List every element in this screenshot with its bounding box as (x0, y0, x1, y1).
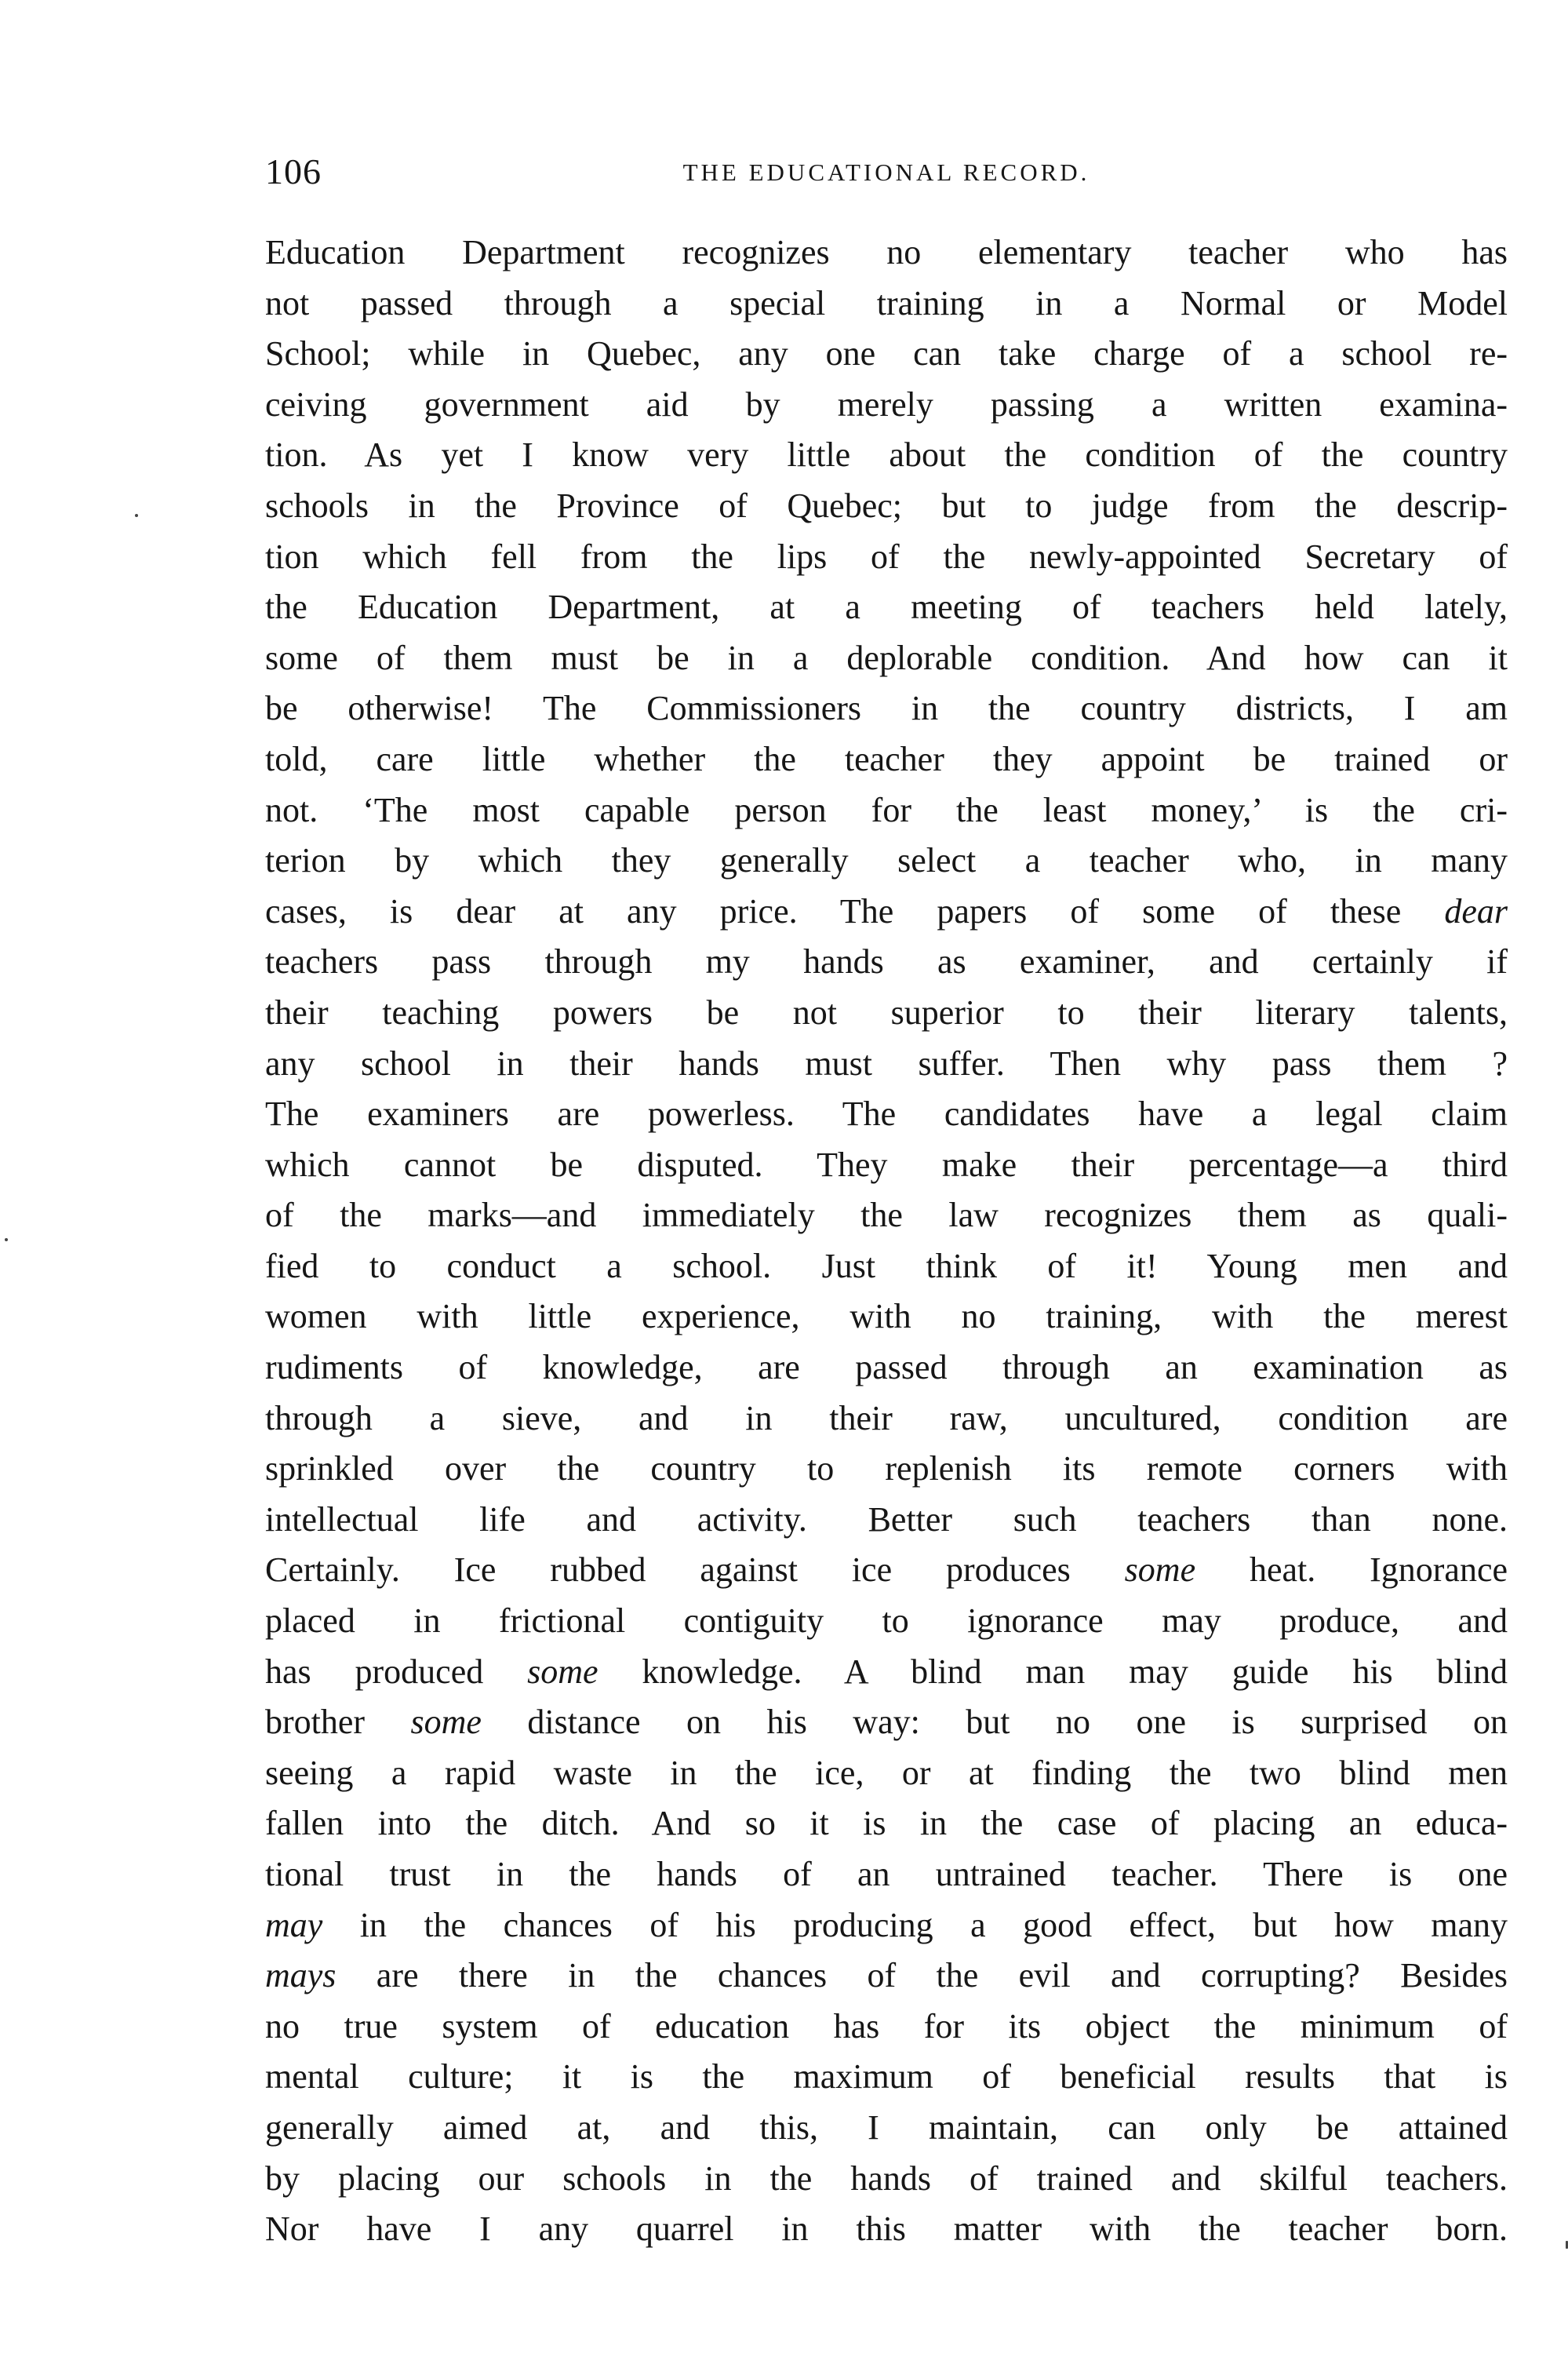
text-line (265, 1039, 1508, 1090)
text-line (265, 734, 1508, 785)
print-speck (135, 514, 138, 517)
text-line (265, 2052, 1508, 2103)
print-speck (5, 1238, 8, 1241)
text-segment: schools in the Province of Quebec; but to judge from the descrip- (265, 486, 1508, 525)
text-segment: tion. As yet I know very little about the condition of the country (265, 435, 1508, 475)
text-line (265, 988, 1508, 1039)
text-line (265, 532, 1508, 583)
text-segment: School; while in Quebec, any one can take charge of a school re- (265, 334, 1508, 373)
text-line (265, 1495, 1508, 1546)
italic-emphasis: some (410, 1703, 482, 1742)
text-segment: no true system of education has for its object the minimum of (265, 2006, 1508, 2046)
text-line (265, 2154, 1508, 2205)
text-line (265, 1849, 1508, 1900)
text-line (265, 633, 1508, 684)
text-line (265, 1748, 1508, 1799)
text-segment: rudiments of knowledge, are passed through an examination as (265, 1348, 1508, 1387)
text-line (265, 1900, 1508, 1951)
text-line (265, 836, 1508, 887)
text-line (265, 481, 1508, 532)
text-segment: seeing a rapid waste in the ice, or at finding the two blind men (265, 1753, 1508, 1792)
text-segment: their teaching powers be not superior to their literary talents, (265, 993, 1508, 1032)
text-line (265, 785, 1508, 836)
text-line (265, 1291, 1508, 1342)
text-segment: in the chances of his producing a good effect, but how many (322, 1905, 1508, 1944)
text-segment: brother (265, 1703, 411, 1742)
text-segment: tion which fell from the lips of the newly-appointed Secretary of (265, 537, 1508, 576)
text-line (265, 1951, 1508, 2002)
text-segment: through a sieve, and in their raw, uncultured, condition are (265, 1398, 1508, 1437)
text-line (265, 1798, 1508, 1849)
page-number: 106 (265, 151, 322, 191)
text-line (265, 1241, 1508, 1292)
text-segment: of the marks—and immediately the law recognizes them as quali- (265, 1196, 1508, 1235)
text-segment: teachers pass through my hands as examiner, and certainly if (265, 942, 1508, 982)
text-segment: cases, is dear at any price. The papers of some of these (265, 891, 1445, 931)
text-line (265, 2204, 1508, 2255)
text-segment: mental culture; it is the maximum of beneficial results that is (265, 2057, 1508, 2097)
text-line (265, 1140, 1508, 1191)
text-segment: generally aimed at, and this, I maintain, can only be attained (265, 2107, 1508, 2147)
text-segment: terion by which they generally select a teacher who, in many (265, 841, 1508, 880)
text-line (265, 1697, 1508, 1748)
text-segment: Education Department recognizes no elementary teacher who has (265, 233, 1508, 271)
text-line (265, 582, 1508, 633)
text-segment: any school in their hands must suffer. Then why pass them ? (265, 1044, 1508, 1083)
text-segment: fallen into the ditch. And so it is in the case of placing an educa- (265, 1804, 1508, 1843)
text-line (265, 1089, 1508, 1140)
text-line (265, 1545, 1508, 1596)
text-line (265, 1190, 1508, 1241)
text-segment: Nor have I any quarrel in this matter with the teacher born. (265, 2209, 1508, 2249)
text-segment: told, care little whether the teacher they appoint be trained or (265, 739, 1508, 778)
text-segment: not passed through a special training in a Normal or Model (265, 283, 1508, 322)
text-line (265, 1596, 1508, 1647)
text-segment: distance on his way: but no one is surprised on (481, 1703, 1508, 1742)
text-segment: sprinkled over the country to replenish its remote corners with (265, 1449, 1508, 1488)
text-segment: the Education Department, at a meeting of teachers held lately, (265, 588, 1508, 627)
text-segment: knowledge. A blind man may guide his blind (598, 1652, 1508, 1691)
text-line (265, 329, 1508, 380)
article-body (265, 228, 1508, 2255)
text-segment: Certainly. Ice rubbed against ice produces (265, 1550, 1125, 1590)
text-line (265, 683, 1508, 734)
text-line (265, 1342, 1508, 1393)
text-segment: not. ‘The most capable person for the least money,’ is the cri- (265, 790, 1508, 829)
text-segment: which cannot be disputed. They make their percentage—a third (265, 1145, 1508, 1184)
text-segment: tional trust in the hands of an untrained teacher. There is one (265, 1855, 1508, 1893)
text-line (265, 430, 1508, 481)
text-line (265, 228, 1508, 279)
text-line (265, 2103, 1508, 2154)
text-line (265, 937, 1508, 988)
text-segment: heat. Ignorance (1195, 1550, 1508, 1590)
text-segment: some of them must be in a deplorable condition. And how can it (265, 638, 1508, 677)
running-head (265, 151, 1508, 198)
journal-title: THE EDUCATIONAL RECORD. (682, 158, 1090, 186)
text-line (265, 380, 1508, 431)
text-segment: be otherwise! The Commissioners in the country districts, I am (265, 689, 1508, 728)
text-line (265, 2002, 1508, 2053)
text-segment: fied to conduct a school. Just think of it! Young men and (265, 1246, 1508, 1285)
text-line (265, 279, 1508, 330)
italic-emphasis: may (265, 1905, 323, 1944)
text-segment: women with little experience, with no training, with the merest (265, 1297, 1508, 1336)
text-segment: placed in frictional contiguity to ignorance may produce, and (265, 1601, 1508, 1641)
text-segment: are there in the chances of the evil and corrupting? Besides (336, 1956, 1508, 1995)
text-line (265, 1647, 1508, 1698)
text-segment: intellectual life and activity. Better such teachers than none. (265, 1499, 1508, 1539)
text-line (265, 1393, 1508, 1444)
text-segment: The examiners are powerless. The candidates have a legal claim (265, 1095, 1508, 1134)
italic-emphasis: mays (265, 1956, 337, 1995)
text-segment: has produced (265, 1652, 528, 1691)
italic-emphasis: dear (1444, 891, 1508, 931)
text-segment: ceiving government aid by merely passing a written examina- (265, 384, 1508, 424)
italic-emphasis: some (1124, 1550, 1196, 1590)
text-segment: by placing our schools in the hands of trained and skilful teachers. (265, 2158, 1508, 2198)
italic-emphasis: some (527, 1652, 598, 1691)
text-line (265, 1444, 1508, 1495)
text-line (265, 887, 1508, 938)
